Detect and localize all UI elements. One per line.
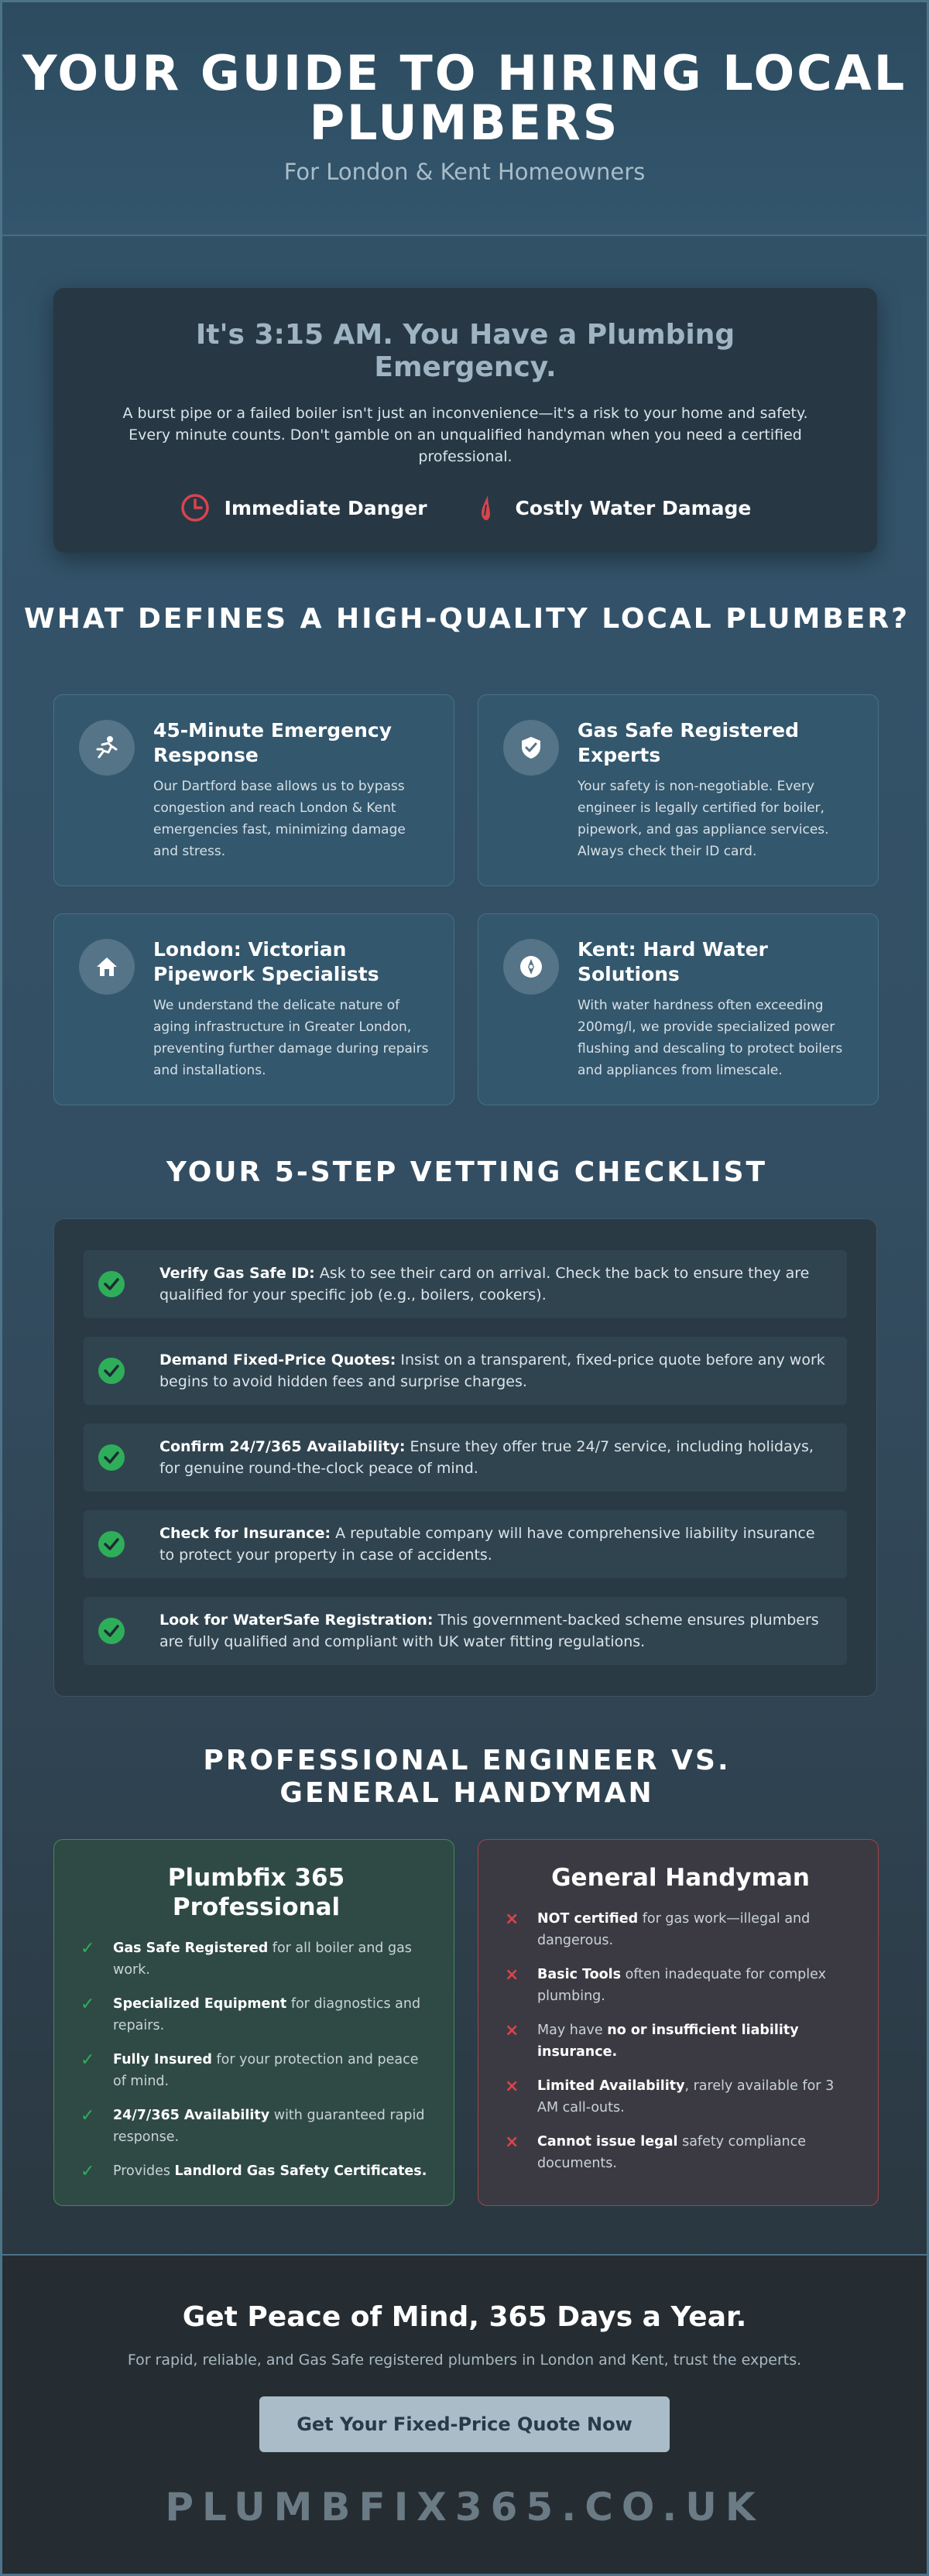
check-icon: ✓ bbox=[81, 1939, 95, 1958]
checklist-item bbox=[84, 1250, 847, 1318]
handyman-list-item: × Cannot issue legal safety compliance documents. bbox=[505, 2132, 807, 2171]
checklist-item bbox=[84, 1423, 847, 1492]
checklist-item bbox=[84, 1337, 847, 1405]
vetting-checklist bbox=[53, 1218, 877, 1697]
page-title: YOUR GUIDE TO HIRING LOCAL PLUMBERS bbox=[22, 45, 907, 151]
feature-card-hard-water bbox=[478, 913, 879, 1105]
handyman-list bbox=[505, 1908, 856, 2174]
handyman-card bbox=[478, 1839, 879, 2206]
danger-label: Costly Water Damage bbox=[515, 496, 752, 519]
check-icon: ✓ bbox=[81, 2050, 95, 2070]
feature-card-gas-safe bbox=[478, 694, 879, 886]
feature-card-victorian-pipework bbox=[53, 913, 454, 1105]
pro-list-item: ✓ Specialized Equipment for diagnostics and repairs. bbox=[81, 1995, 421, 2033]
checklist-text: Verify Gas Safe ID: Ask to see their card on arrival. Check the back to ensure they are qualified for your specific job (e.g., boilers, cookers). bbox=[159, 1265, 810, 1303]
cross-icon: × bbox=[505, 2077, 519, 2096]
handyman-list-item: × May have no or insufficient liability insurance. bbox=[505, 2021, 799, 2060]
danger-item-water bbox=[471, 492, 752, 523]
emergency-body: A burst pipe or a failed boiler isn't just an inconvenience—it's a risk to your home and safety. Every minute counts. Don't gamble on an unqualified handyman when you need a certified professional. bbox=[122, 405, 808, 465]
clock-icon bbox=[180, 492, 211, 523]
professional-card bbox=[53, 1839, 454, 2206]
pro-list-item: ✓ Gas Safe Registered for all boiler and gas work. bbox=[81, 1939, 412, 1978]
feature-card-emergency-response bbox=[53, 694, 454, 886]
running-icon bbox=[79, 720, 135, 776]
feature-body: We understand the delicate nature of aging infrastructure in Greater London, preventing further damage during repairs and installations. bbox=[153, 998, 429, 1078]
water-drop-icon bbox=[471, 492, 502, 523]
feature-title: Kent: Hard Water Solutions bbox=[578, 938, 768, 985]
feature-body: Your safety is non-negotiable. Every engineer is legally certified for boiler, pipework, and gas appliance services. Always check their ID card. bbox=[578, 779, 829, 859]
cross-icon: × bbox=[505, 2132, 519, 2152]
quality-section-title: WHAT DEFINES A HIGH-QUALITY LOCAL PLUMBER? bbox=[23, 603, 910, 635]
cross-icon: × bbox=[505, 1965, 519, 1985]
checklist-section-title: YOUR 5-STEP VETTING CHECKLIST bbox=[166, 1156, 768, 1188]
handyman-list-item: × Basic Tools often inadequate for complex plumbing. bbox=[505, 1965, 826, 2004]
checklist-text: Look for WaterSafe Registration: This government-backed scheme ensures plumbers are fully qualified and compliant with UK water fitting regulations. bbox=[159, 1612, 819, 1650]
pro-list-item: ✓ Provides Landlord Gas Safety Certificates. bbox=[81, 2162, 427, 2181]
emergency-title: It's 3:15 AM. You Have a Plumbing Emergency. bbox=[195, 319, 735, 383]
feature-title: London: Victorian Pipework Specialists bbox=[153, 938, 379, 985]
check-circle-icon bbox=[98, 1617, 125, 1645]
check-circle-icon bbox=[98, 1270, 125, 1298]
compare-section-title: PROFESSIONAL ENGINEER VS. GENERAL HANDYMAN bbox=[203, 1745, 731, 1809]
checklist-text: Check for Insurance: A reputable company will have comprehensive liability insurance to protect your property in case of accidents. bbox=[159, 1525, 815, 1564]
danger-list bbox=[53, 492, 877, 523]
check-circle-icon bbox=[98, 1357, 125, 1385]
page-subtitle: For London & Kent Homeowners bbox=[283, 159, 646, 185]
feature-title: 45-Minute Emergency Response bbox=[153, 719, 392, 766]
compass-icon bbox=[503, 939, 559, 995]
cross-icon: × bbox=[505, 2021, 519, 2040]
pro-list-item: ✓ Fully Insured for your protection and peace of mind. bbox=[81, 2050, 419, 2089]
professional-list bbox=[81, 1937, 432, 2183]
checklist-text: Confirm 24/7/365 Availability: Ensure they offer true 24/7 service, including holidays, for genuine round-the-clock peace of mind. bbox=[159, 1438, 814, 1477]
pro-list-item: ✓ 24/7/365 Availability with guaranteed rapid response. bbox=[81, 2106, 425, 2145]
footer-title: Get Peace of Mind, 365 Days a Year. bbox=[182, 2301, 747, 2333]
checklist-item bbox=[84, 1597, 847, 1665]
danger-item-immediate bbox=[180, 492, 427, 523]
shield-check-icon bbox=[503, 720, 559, 776]
footer-body: For rapid, reliable, and Gas Safe registered plumbers in London and Kent, trust the experts. bbox=[127, 2352, 802, 2369]
get-quote-button[interactable]: Get Your Fixed-Price Quote Now bbox=[259, 2396, 670, 2452]
handyman-list-item: × NOT certified for gas work—illegal and dangerous. bbox=[505, 1910, 811, 1948]
checklist-item bbox=[84, 1510, 847, 1578]
checklist-text: Demand Fixed-Price Quotes: Insist on a transparent, fixed-price quote before any work begins to avoid hidden fees and surprise charges. bbox=[159, 1351, 825, 1390]
feature-body: With water hardness often exceeding 200mg/l, we provide specialized power flushing and descaling to protect boilers and appliances from limescale. bbox=[578, 998, 843, 1078]
danger-label: Immediate Danger bbox=[224, 496, 427, 519]
professional-title: Plumbfix 365 Professional bbox=[167, 1864, 345, 1921]
house-icon bbox=[79, 939, 135, 995]
feature-title: Gas Safe Registered Experts bbox=[578, 719, 800, 766]
emergency-card bbox=[53, 288, 877, 553]
check-icon: ✓ bbox=[81, 2106, 95, 2126]
check-circle-icon bbox=[98, 1444, 125, 1471]
feature-body: Our Dartford base allows us to bypass congestion and reach London & Kent emergencies fast, minimizing damage and stress. bbox=[153, 779, 406, 859]
page-header bbox=[2, 2, 927, 236]
cross-icon: × bbox=[505, 1910, 519, 1929]
handyman-title: General Handyman bbox=[551, 1864, 810, 1892]
check-circle-icon bbox=[98, 1530, 125, 1558]
check-icon: ✓ bbox=[81, 1995, 95, 2014]
check-icon: ✓ bbox=[81, 2162, 95, 2181]
handyman-list-item: × Limited Availability, rarely available for 3 AM call-outs. bbox=[505, 2077, 835, 2115]
brand-wordmark: PLUMBFIX365.CO.UK bbox=[165, 2485, 764, 2530]
page-footer bbox=[2, 2254, 927, 2576]
